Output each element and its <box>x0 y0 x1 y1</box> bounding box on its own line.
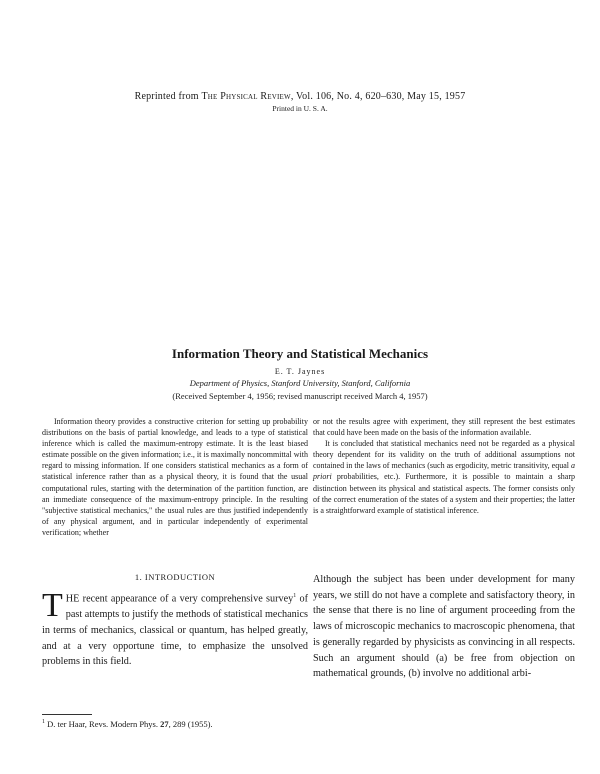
footnote-volume: 27 <box>160 719 169 729</box>
abstract-left-column <box>42 416 308 538</box>
footnote-text: D. ter Haar, Revs. Modern Phys. <box>45 719 161 729</box>
journal-name: The Physical Review <box>201 91 291 102</box>
abstract-paragraph: Information theory provides a constructive criterion for setting up probability distributions on the basis of partial knowledge, and leads to a type of statistical inference which is called the maximum-entropy estimate. It is the least biased estimate possible on the given information; i.e., it is maximally noncommittal with regard to missing information. If one considers statistical mechanics as a form of statistical inference rather than as a physical theory, it is found that the usual computational rules, starting with the determination of the partition function, are an immediate consequence of the maximum-entropy principle. In the resulting "subjective statistical mechanics," the usual rules are thus justified independently of any physical argument, and in particular independently of experimental verification; whether <box>42 417 308 537</box>
reprint-line <box>0 91 600 102</box>
abstract-paragraph: or not the results agree with experiment, they still represent the best estimates that could have been made on the basis of the information available. <box>313 417 575 438</box>
received-dates: (Received September 4, 1956; revised manuscript received March 4, 1957) <box>172 391 428 401</box>
section-heading: 1. INTRODUCTION <box>134 572 216 582</box>
footnote <box>42 719 308 729</box>
footnote-text: , 289 (1955). <box>168 719 213 729</box>
drop-cap: T <box>42 587 63 624</box>
footnote-divider <box>42 714 92 715</box>
reprint-suffix: , Vol. 106, No. 4, 620–630, May 15, 1957 <box>290 91 466 102</box>
paper-title: Information Theory and Statistical Mechanics <box>171 346 429 361</box>
abstract-text: probabilities, etc.). Furthermore, it is possible to maintain a sharp distinction between its physical and statistical aspects. The former consists only of the correct enumeration of the states of a system and their properties; the latter is a straightforward example of statistical inference. <box>313 472 575 515</box>
abstract-paragraph <box>313 438 575 516</box>
intro-right-column: Although the subject has been under development for many years, we still do not have a complete and satisfactory theory, in the sense that there is no line of argument proceeding from the laws of microscopic mechanics to macroscopic phenomena, that is generally regarded by physicists as convincing in all respects. Such an argument should (a) be free from objection on mathematical grounds, (b) involve no additional arbi- <box>313 574 575 680</box>
intro-text: HE recent appearance of a very comprehensive survey <box>65 593 294 605</box>
reprint-prefix: Reprinted from <box>134 91 199 102</box>
footnote-number: 1 <box>42 719 45 726</box>
affiliation: Department of Physics, Stanford University, Stanford, California <box>189 378 411 388</box>
intro-left-column <box>42 589 308 670</box>
footnote-ref: 1 <box>293 593 297 599</box>
abstract-text: It is concluded that statistical mechanics need not be regarded as a physical theory dependent for its validity on the truth of additional assumptions not contained in the laws of mechanics (such as ergodicity, metric transitivity, equal <box>313 439 575 471</box>
intro-text: of past attempts to justify the methods of statistical mechanics in terms of mechanics, classical or quantum, has helped greatly, and at a very opportune time, to emphasize the unsolved problems in this field. <box>42 593 308 668</box>
abstract-right-column <box>313 416 575 516</box>
author: E. T. Jaynes <box>274 367 326 376</box>
abstract-italic: a priori <box>313 461 575 482</box>
printed-in: Printed in U. S. A. <box>272 104 328 113</box>
